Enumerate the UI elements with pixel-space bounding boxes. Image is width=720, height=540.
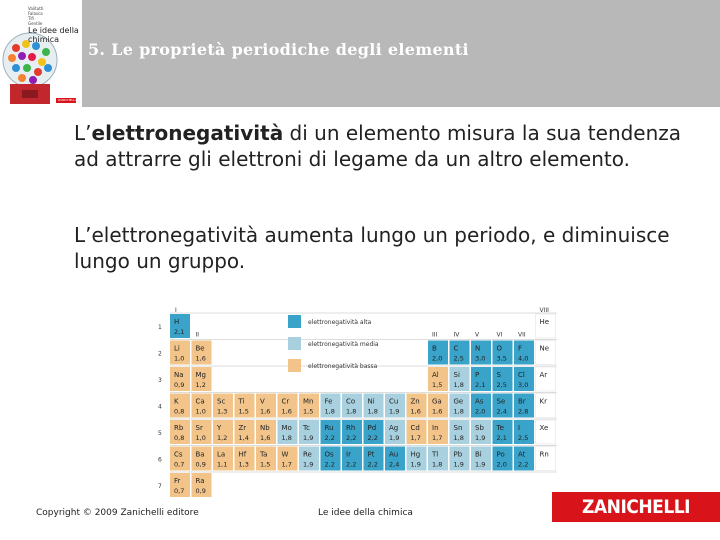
legend-swatch bbox=[288, 315, 301, 328]
element-electronegativity-value: 2,4 bbox=[496, 407, 507, 416]
element-symbol: Ne bbox=[539, 344, 550, 353]
element-symbol: At bbox=[518, 450, 526, 459]
element-cell-he bbox=[536, 314, 556, 338]
element-electronegativity-value: 0,8 bbox=[174, 407, 185, 416]
element-symbol: C bbox=[453, 344, 459, 353]
element-cell-v bbox=[256, 394, 276, 418]
element-symbol: Re bbox=[303, 450, 312, 459]
period-label: 4 bbox=[158, 403, 162, 411]
group-label: III bbox=[432, 331, 438, 339]
element-electronegativity-value: 1,0 bbox=[195, 434, 206, 442]
element-symbol: Au bbox=[389, 450, 399, 459]
element-symbol: Ba bbox=[195, 450, 205, 459]
element-symbol: Pd bbox=[367, 424, 377, 432]
element-electronegativity-value: 2,0 bbox=[432, 354, 443, 363]
element-symbol: In bbox=[432, 424, 439, 432]
group-label: VI bbox=[496, 331, 503, 339]
element-symbol: Po bbox=[496, 450, 505, 459]
element-symbol: Hf bbox=[238, 450, 247, 459]
element-cell-ag bbox=[385, 420, 405, 444]
element-cell-s bbox=[493, 367, 513, 391]
element-electronegativity-value: 1,0 bbox=[174, 354, 185, 363]
element-electronegativity-value: 2,5 bbox=[518, 434, 529, 442]
element-cell-p bbox=[471, 367, 491, 391]
element-symbol: V bbox=[260, 397, 265, 406]
element-cell-cd bbox=[407, 420, 427, 444]
element-electronegativity-value: 2,1 bbox=[496, 434, 507, 442]
element-cell-o bbox=[493, 341, 513, 365]
element-electronegativity-value: 1,8 bbox=[432, 460, 443, 469]
element-electronegativity-value: 2,2 bbox=[324, 434, 335, 442]
element-cell-sc bbox=[213, 394, 233, 418]
element-electronegativity-value: 2,0 bbox=[496, 460, 507, 469]
cover-title bbox=[28, 6, 80, 102]
element-electronegativity-value: 1,2 bbox=[195, 381, 206, 389]
element-symbol: Sn bbox=[453, 424, 463, 432]
definition-lead: L’ bbox=[74, 121, 92, 145]
element-electronegativity-value: 1,6 bbox=[432, 407, 443, 416]
element-cell-la bbox=[213, 447, 233, 471]
element-electronegativity-value: 1,9 bbox=[475, 460, 486, 469]
element-cell-b bbox=[428, 341, 448, 365]
element-cell-bi bbox=[471, 447, 491, 471]
element-cell-i bbox=[514, 420, 534, 444]
element-symbol: Fe bbox=[324, 397, 333, 406]
group-label: VII bbox=[518, 331, 526, 339]
cover-authors: Valitutti Falasca Tifi Gentile bbox=[28, 6, 44, 26]
element-cell-pb bbox=[450, 447, 470, 471]
element-cell-k bbox=[170, 394, 190, 418]
element-cell-tl bbox=[428, 447, 448, 471]
cover-brand: ZANICHELLI bbox=[58, 98, 76, 102]
element-electronegativity-value: 2,2 bbox=[367, 460, 378, 469]
periodic-table-figure bbox=[148, 303, 566, 497]
element-cell-os bbox=[321, 447, 341, 471]
definition-text: di un elemento misura la sua tendenza ad attrarre gli elettroni di legame da un altro elemento. bbox=[74, 121, 682, 171]
element-symbol: I bbox=[518, 424, 521, 432]
element-cell-y bbox=[213, 420, 233, 444]
element-electronegativity-value: 1,9 bbox=[453, 460, 464, 469]
element-symbol: Be bbox=[195, 344, 205, 353]
period-label: 7 bbox=[158, 483, 162, 490]
element-electronegativity-value: 2,5 bbox=[496, 381, 507, 389]
element-cell-fe bbox=[321, 394, 341, 418]
element-electronegativity-value: 1,5 bbox=[432, 381, 443, 389]
element-cell-na bbox=[170, 367, 190, 391]
element-cell-pt bbox=[364, 447, 384, 471]
element-symbol: K bbox=[174, 397, 179, 406]
element-cell-ga bbox=[428, 394, 448, 418]
slide-header bbox=[0, 0, 720, 107]
element-cell-zn bbox=[407, 394, 427, 418]
element-symbol: He bbox=[539, 318, 550, 326]
element-cell-as bbox=[471, 394, 491, 418]
element-electronegativity-value: 0,8 bbox=[174, 434, 185, 442]
group-label: II bbox=[195, 331, 200, 339]
element-cell-at bbox=[514, 447, 534, 471]
element-symbol: Ge bbox=[453, 397, 464, 406]
legend-swatch bbox=[288, 359, 301, 372]
element-symbol: La bbox=[217, 450, 226, 459]
element-electronegativity-value: 2,0 bbox=[475, 407, 486, 416]
element-cell-in bbox=[428, 420, 448, 444]
element-symbol: Rb bbox=[174, 424, 184, 432]
definition-term: elettronegatività bbox=[91, 121, 284, 145]
element-electronegativity-value: 1,4 bbox=[238, 434, 249, 442]
period-label: 3 bbox=[158, 377, 162, 384]
element-electronegativity-value: 2,4 bbox=[389, 460, 400, 469]
element-symbol: Ga bbox=[432, 397, 442, 406]
element-symbol: Br bbox=[518, 397, 526, 406]
element-symbol: Al bbox=[432, 371, 439, 379]
element-symbol: Te bbox=[496, 424, 504, 432]
legend-swatch bbox=[288, 337, 301, 350]
element-electronegativity-value: 1,8 bbox=[453, 381, 464, 389]
copyright-text: Copyright © 2009 Zanichelli editore bbox=[36, 508, 199, 518]
legend-label: elettronegatività alta bbox=[308, 319, 372, 326]
element-cell-br bbox=[514, 394, 534, 418]
footer-book-title: Le idee della chimica bbox=[318, 508, 413, 518]
element-electronegativity-value: 4,0 bbox=[518, 354, 529, 363]
element-cell-tc bbox=[299, 420, 319, 444]
element-cell-al bbox=[428, 367, 448, 391]
element-symbol: Pb bbox=[453, 450, 463, 459]
element-cell-sn bbox=[450, 420, 470, 444]
period-label: 5 bbox=[158, 430, 162, 437]
element-cell-mg bbox=[192, 367, 212, 391]
element-electronegativity-value: 0,7 bbox=[174, 487, 185, 495]
element-electronegativity-value: 2,2 bbox=[518, 460, 529, 469]
element-cell-rb bbox=[170, 420, 190, 444]
element-cell-w bbox=[278, 447, 298, 471]
element-cell-ra bbox=[192, 473, 212, 497]
publisher-logo: ZANICHELLI bbox=[552, 492, 720, 522]
element-symbol: Sr bbox=[195, 424, 203, 432]
element-symbol: Li bbox=[174, 344, 180, 353]
element-symbol: S bbox=[496, 371, 501, 379]
element-cell-co bbox=[342, 394, 362, 418]
element-electronegativity-value: 2,2 bbox=[346, 434, 357, 442]
element-electronegativity-value: 3,0 bbox=[518, 381, 529, 389]
element-symbol: Kr bbox=[539, 397, 547, 406]
element-cell-hg bbox=[407, 447, 427, 471]
cover-book-title: Le idee della chimica bbox=[28, 26, 79, 44]
element-electronegativity-value: 2,1 bbox=[174, 328, 185, 336]
element-symbol: Si bbox=[453, 371, 460, 379]
element-electronegativity-value: 1,7 bbox=[281, 460, 292, 469]
element-electronegativity-value: 3,0 bbox=[475, 354, 486, 363]
element-cell-ge bbox=[450, 394, 470, 418]
element-cell-au bbox=[385, 447, 405, 471]
element-cell-ru bbox=[321, 420, 341, 444]
element-cell-kr bbox=[536, 394, 556, 418]
element-electronegativity-value: 3,5 bbox=[496, 354, 507, 363]
element-cell-be bbox=[192, 341, 212, 365]
element-symbol: Xe bbox=[539, 424, 549, 432]
element-cell-ti bbox=[235, 394, 255, 418]
element-cell-c bbox=[450, 341, 470, 365]
group-label: V bbox=[475, 331, 480, 339]
element-symbol: Ru bbox=[324, 424, 334, 432]
element-symbol: Cs bbox=[174, 450, 183, 459]
element-electronegativity-value: 1,6 bbox=[281, 407, 292, 416]
element-symbol: H bbox=[174, 318, 180, 326]
element-cell-nb bbox=[256, 420, 276, 444]
element-symbol: Ni bbox=[367, 397, 375, 406]
element-electronegativity-value: 1,6 bbox=[260, 434, 271, 442]
element-cell-n bbox=[471, 341, 491, 365]
element-cell-fr bbox=[170, 473, 190, 497]
element-electronegativity-value: 1,8 bbox=[453, 434, 464, 442]
element-symbol: Ir bbox=[346, 450, 351, 459]
element-electronegativity-value: 1,9 bbox=[389, 434, 400, 442]
element-electronegativity-value: 1,1 bbox=[217, 460, 228, 469]
element-electronegativity-value: 2,1 bbox=[475, 381, 486, 389]
element-cell-ta bbox=[256, 447, 276, 471]
element-symbol: P bbox=[475, 371, 480, 379]
element-electronegativity-value: 1,5 bbox=[303, 407, 314, 416]
element-electronegativity-value: 2,2 bbox=[346, 460, 357, 469]
element-symbol: Sb bbox=[475, 424, 484, 432]
element-electronegativity-value: 1,5 bbox=[238, 407, 249, 416]
element-symbol: Pt bbox=[367, 450, 375, 459]
element-electronegativity-value: 1,3 bbox=[217, 407, 228, 416]
element-cell-xe bbox=[536, 420, 556, 444]
element-cell-rn bbox=[536, 447, 556, 471]
element-cell-rh bbox=[342, 420, 362, 444]
element-cell-h bbox=[170, 314, 190, 338]
element-symbol: Os bbox=[324, 450, 334, 459]
element-symbol: Mn bbox=[303, 397, 314, 406]
element-symbol: Nb bbox=[260, 424, 270, 432]
element-symbol: Bi bbox=[475, 450, 482, 459]
period-label: 6 bbox=[158, 456, 162, 464]
period-label: 1 bbox=[158, 324, 162, 331]
element-electronegativity-value: 1,7 bbox=[432, 434, 443, 442]
element-electronegativity-value: 1,5 bbox=[260, 460, 271, 469]
element-symbol: Sc bbox=[217, 397, 226, 406]
element-symbol: Cu bbox=[389, 397, 399, 406]
legend-label: elettronegatività bassa bbox=[308, 363, 378, 370]
element-cell-se bbox=[493, 394, 513, 418]
element-symbol: Ag bbox=[389, 424, 399, 432]
element-symbol: Se bbox=[496, 397, 506, 406]
page-title: 5. Le proprietà periodiche degli elementi bbox=[88, 40, 469, 59]
element-cell-si bbox=[450, 367, 470, 391]
element-cell-sr bbox=[192, 420, 212, 444]
trend-paragraph: L’elettronegatività aumenta lungo un periodo, e diminuisce lungo un gruppo. bbox=[74, 223, 670, 273]
element-electronegativity-value: 1,9 bbox=[303, 460, 314, 469]
element-symbol: Hg bbox=[410, 450, 421, 459]
definition-paragraph bbox=[74, 120, 704, 172]
element-symbol: Co bbox=[346, 397, 356, 406]
element-cell-po bbox=[493, 447, 513, 471]
element-electronegativity-value: 1,6 bbox=[195, 354, 206, 363]
element-electronegativity-value: 0,7 bbox=[174, 460, 185, 469]
element-electronegativity-value: 1,9 bbox=[475, 434, 486, 442]
element-cell-hf bbox=[235, 447, 255, 471]
element-symbol: Ra bbox=[195, 477, 205, 485]
element-cell-li bbox=[170, 341, 190, 365]
element-cell-ba bbox=[192, 447, 212, 471]
element-electronegativity-value: 1,8 bbox=[453, 407, 464, 416]
element-electronegativity-value: 1,6 bbox=[410, 407, 421, 416]
element-symbol: W bbox=[281, 450, 289, 459]
period-label: 2 bbox=[158, 350, 162, 358]
element-cell-re bbox=[299, 447, 319, 471]
element-symbol: Cd bbox=[410, 424, 420, 432]
element-electronegativity-value: 1,7 bbox=[410, 434, 421, 442]
element-symbol: Rh bbox=[346, 424, 356, 432]
element-electronegativity-value: 1,6 bbox=[260, 407, 271, 416]
element-electronegativity-value: 2,2 bbox=[324, 460, 335, 469]
element-cell-mn bbox=[299, 394, 319, 418]
element-electronegativity-value: 1,8 bbox=[281, 434, 292, 442]
element-symbol: Tc bbox=[303, 424, 310, 432]
element-symbol: Tl bbox=[432, 450, 439, 459]
element-symbol: Cl bbox=[518, 371, 525, 379]
element-symbol: Ca bbox=[195, 397, 205, 406]
element-cell-cu bbox=[385, 394, 405, 418]
element-cell-te bbox=[493, 420, 513, 444]
element-cell-ar bbox=[536, 367, 556, 391]
book-cover-image bbox=[0, 0, 82, 107]
element-cell-cs bbox=[170, 447, 190, 471]
element-electronegativity-value: 1,9 bbox=[389, 407, 400, 416]
element-cell-ne bbox=[536, 341, 556, 365]
element-symbol: Fr bbox=[174, 477, 181, 485]
element-cell-sb bbox=[471, 420, 491, 444]
element-symbol: B bbox=[432, 344, 437, 353]
element-cell-mo bbox=[278, 420, 298, 444]
element-electronegativity-value: 0,9 bbox=[195, 460, 206, 469]
element-symbol: As bbox=[475, 397, 484, 406]
group-label: I bbox=[175, 307, 177, 314]
element-cell-ni bbox=[364, 394, 384, 418]
element-symbol: F bbox=[518, 344, 523, 353]
element-symbol: Rn bbox=[539, 450, 549, 459]
element-symbol: N bbox=[475, 344, 481, 353]
element-electronegativity-value: 0,9 bbox=[174, 381, 185, 389]
element-cell-f bbox=[514, 341, 534, 365]
element-symbol: Zn bbox=[410, 397, 420, 406]
element-electronegativity-value: 2,2 bbox=[367, 434, 378, 442]
element-electronegativity-value: 1,8 bbox=[324, 407, 335, 416]
element-symbol: Mg bbox=[195, 371, 206, 379]
element-cell-zr bbox=[235, 420, 255, 444]
element-electronegativity-value: 2,5 bbox=[453, 354, 464, 363]
element-electronegativity-value: 1,9 bbox=[410, 460, 421, 469]
element-electronegativity-value: 2,8 bbox=[518, 407, 529, 416]
element-symbol: Ta bbox=[260, 450, 268, 459]
element-symbol: Ar bbox=[539, 371, 548, 379]
element-symbol: Cr bbox=[281, 397, 290, 406]
element-cell-ir bbox=[342, 447, 362, 471]
element-symbol: Y bbox=[217, 424, 222, 432]
element-cell-cl bbox=[514, 367, 534, 391]
element-electronegativity-value: 1,8 bbox=[367, 407, 378, 416]
element-electronegativity-value: 0,9 bbox=[195, 487, 206, 495]
element-cell-pd bbox=[364, 420, 384, 444]
element-electronegativity-value: 1,8 bbox=[346, 407, 357, 416]
element-electronegativity-value: 1,2 bbox=[217, 434, 228, 442]
element-symbol: O bbox=[496, 344, 503, 353]
element-electronegativity-value: 1,9 bbox=[303, 434, 314, 442]
element-symbol: Na bbox=[174, 371, 184, 379]
element-symbol: Ti bbox=[238, 397, 245, 406]
element-symbol: Mo bbox=[281, 424, 292, 432]
group-label: VIII bbox=[539, 307, 549, 314]
legend-label: elettronegatività media bbox=[308, 341, 379, 348]
element-symbol: Zr bbox=[238, 424, 247, 432]
element-cell-cr bbox=[278, 394, 298, 418]
element-electronegativity-value: 1,0 bbox=[195, 407, 206, 416]
group-label: IV bbox=[453, 331, 460, 339]
element-electronegativity-value: 1,3 bbox=[238, 460, 249, 469]
element-cell-ca bbox=[192, 394, 212, 418]
